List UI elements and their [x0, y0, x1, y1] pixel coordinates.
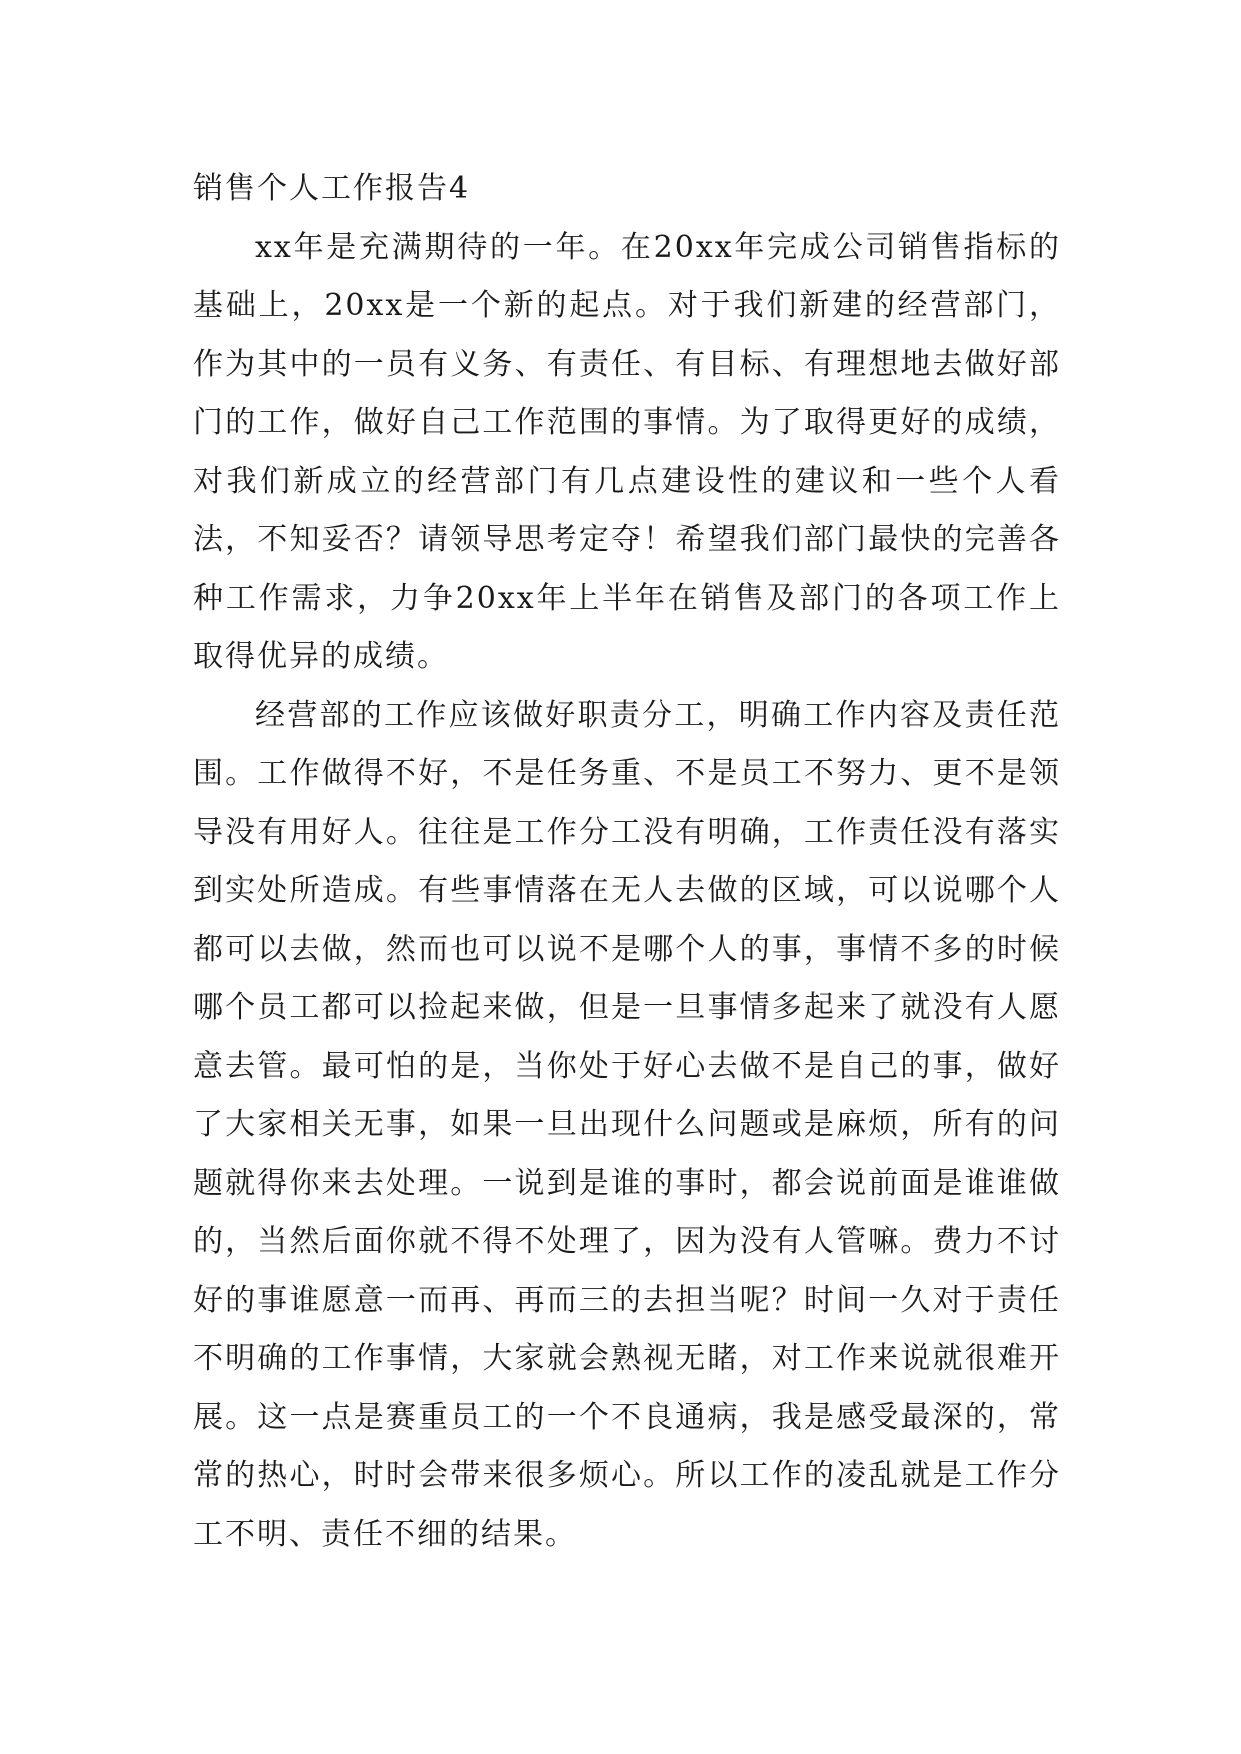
paragraph-1: xx年是充满期待的一年。在20xx年完成公司销售指标的基础上，20xx是一个新的起点。对于我们新建的经营部门，作为其中的一员有义务、有责任、有目标、有理想地去做好部门的工作，做好自己工作范围的事情。为了取得更好的成绩，对我们新成立的经营部门有几点建设性的建议和一些个人看法，不知妥否？请领导思考定夺！希望我们部门最快的完善各种工作需求，力争20xx年上半年在销售及部门的各项工作上取得优异的成绩。: [193, 229, 1061, 674]
document-body: [193, 160, 1061, 1564]
paragraph-2: 经营部的工作应该做好职责分工，明确工作内容及责任范围。工作做得不好，不是任务重、不是员工不努力、更不是领导没有用好人。往往是工作分工没有明确，工作责任没有落实到实处所造成。有些事情落在无人去做的区域，可以说哪个人都可以去做，然而也可以说不是哪个人的事，事情不多的时候哪个员工都可以捡起来做，但是一旦事情多起来了就没有人愿意去管。最可怕的是，当你处于好心去做不是自己的事，做好了大家相关无事，如果一旦出现什么问题或是麻烦，所有的问题就得你来去处理。一说到是谁的事时，都会说前面是谁谁做的，当然后面你就不得不处理了，因为没有人管嘛。费力不讨好的事谁愿意一而再、再而三的去担当呢？时间一久对于责任不明确的工作事情，大家就会熟视无睹，对工作来说就很难开展。这一点是赛重员工的一个不良通病，我是感受最深的，常常的热心，时时会带来很多烦心。所以工作的凌乱就是工作分工不明、责任不细的结果。: [193, 697, 1061, 1552]
document-title: 销售个人工作报告4: [193, 171, 471, 206]
